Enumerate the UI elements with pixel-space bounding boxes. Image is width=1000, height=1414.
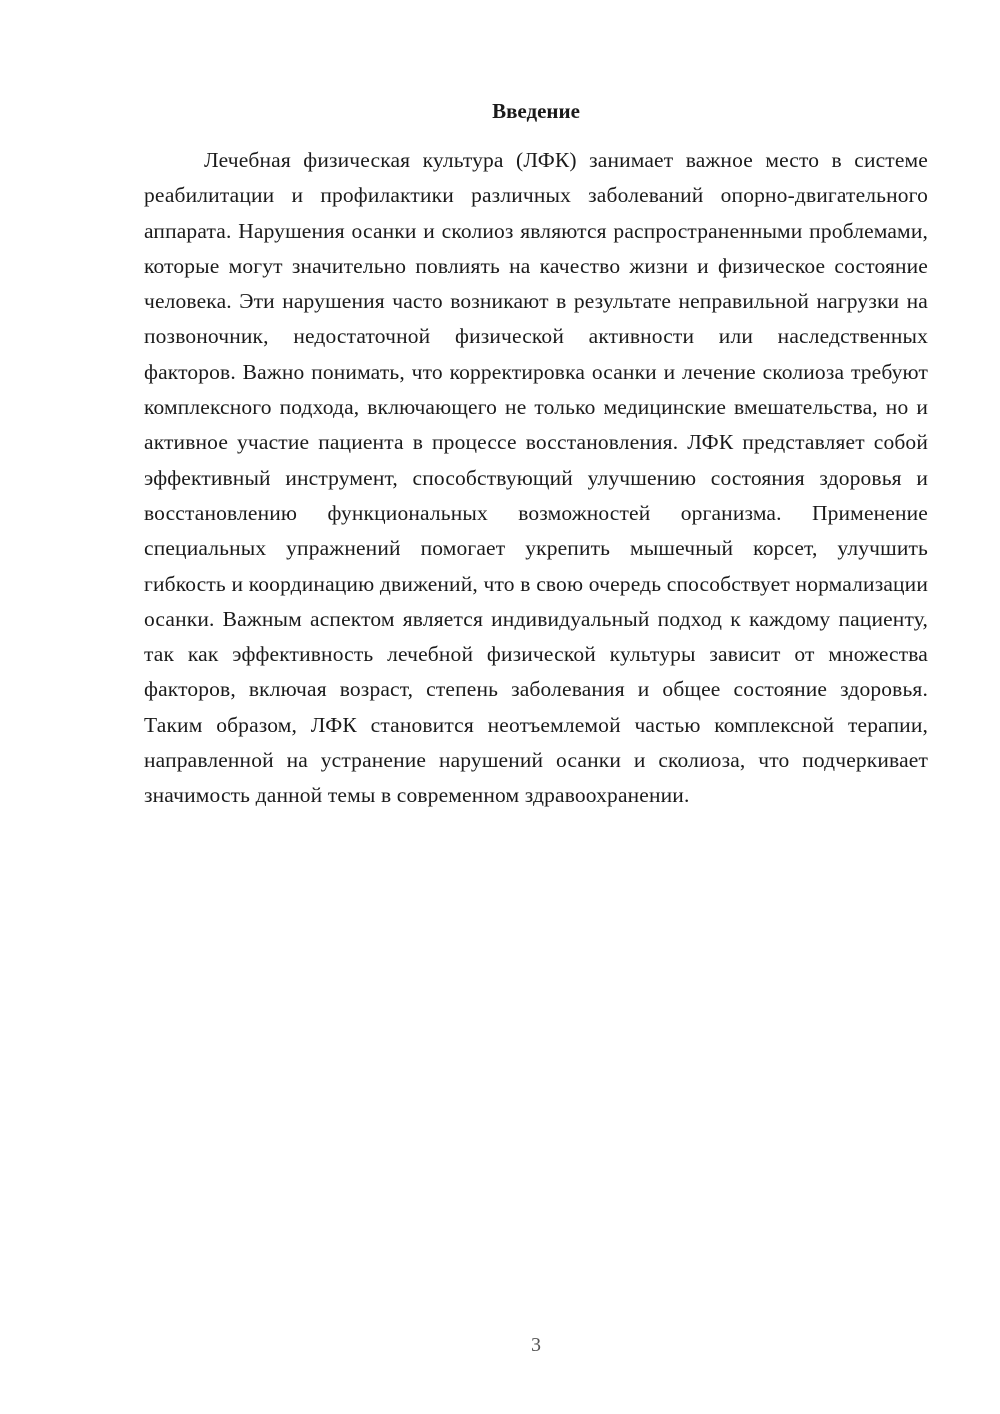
page-number: 3 bbox=[531, 1334, 541, 1356]
section-heading: Введение bbox=[492, 99, 580, 123]
body-paragraph: Лечебная физическая культура (ЛФК) занимает важное место в системе реабилитации и профилактики различных заболеваний опорно-двигательного аппарата. Нарушения осанки и сколиоз являются распространенными проблемами, которые могут значительно повлиять на качество жизни и физическое состояние человека. Эти нарушения часто возникают в результате неправильной нагрузки на позвоночник, недостаточной физической активности или наследственных факторов. Важно понимать, что корректировка осанки и лечение сколиоза требуют комплексного подхода, включающего не только медицинские вмешательства, но и активное участие пациента в процессе восстановления. ЛФК представляет собой эффективный инструмент, способствующий улучшению состояния здоровья и восстановлению функциональных возможностей организма. Применение специальных упражнений помогает укрепить мышечный корсет, улучшить гибкость и координацию движений, что в свою очередь способствует нормализации осанки. Важным аспектом является индивидуальный подход к каждому пациенту, так как эффективность лечебной физической культуры зависит от множества факторов, включая возраст, степень заболевания и общее состояние здоровья. Таким образом, ЛФК становится неотъемлемой частью комплексной терапии, направленной на устранение нарушений осанки и сколиоза, что подчеркивает значимость данной темы в современном здравоохранении. bbox=[144, 148, 928, 808]
